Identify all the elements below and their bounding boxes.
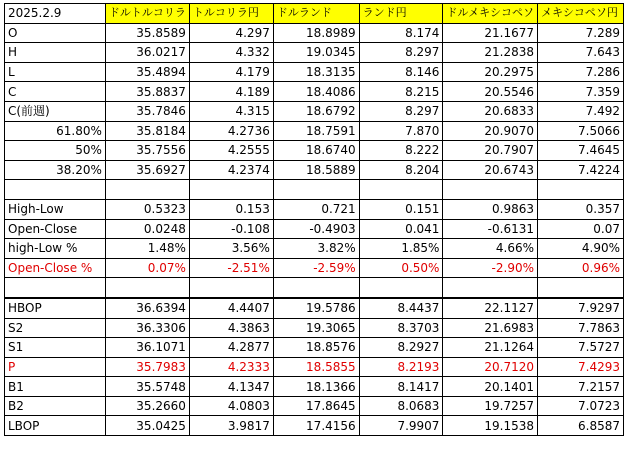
empty-cell[interactable] <box>105 278 189 298</box>
empty-cell[interactable] <box>273 180 359 200</box>
value-cell[interactable]: 4.66% <box>443 239 538 259</box>
row-label-cell[interactable]: LBOP <box>5 416 106 436</box>
value-cell[interactable]: 8.215 <box>359 82 443 102</box>
value-cell[interactable]: 35.8589 <box>105 23 189 43</box>
value-cell[interactable]: 8.0683 <box>359 396 443 416</box>
value-cell[interactable]: 4.3863 <box>189 318 273 338</box>
row-label-cell[interactable]: Open-Close <box>5 219 106 239</box>
value-cell[interactable]: 4.90% <box>538 239 624 259</box>
value-cell[interactable]: 0.50% <box>359 258 443 278</box>
value-cell[interactable]: 8.146 <box>359 62 443 82</box>
table-row <box>5 101 624 121</box>
value-cell[interactable]: 4.297 <box>189 23 273 43</box>
empty-cell[interactable] <box>273 278 359 298</box>
header-mxn-jpy[interactable]: メキシコペソ円 <box>538 4 624 24</box>
value-cell[interactable]: 21.1677 <box>443 23 538 43</box>
value-cell[interactable]: 18.6792 <box>273 101 359 121</box>
table-row <box>5 357 624 377</box>
value-cell[interactable]: 0.721 <box>273 199 359 219</box>
value-cell[interactable]: 8.174 <box>359 23 443 43</box>
value-cell[interactable]: 36.3306 <box>105 318 189 338</box>
value-cell[interactable]: 8.4437 <box>359 298 443 318</box>
value-cell[interactable]: 21.2838 <box>443 43 538 63</box>
value-cell[interactable]: 18.5855 <box>273 357 359 377</box>
empty-cell[interactable] <box>5 278 106 298</box>
row-label-cell[interactable]: 50% <box>5 141 106 161</box>
value-cell[interactable]: 7.492 <box>538 101 624 121</box>
value-cell[interactable]: 8.297 <box>359 101 443 121</box>
value-cell[interactable]: 0.9863 <box>443 199 538 219</box>
value-cell[interactable]: 0.96% <box>538 258 624 278</box>
row-label-cell[interactable]: HBOP <box>5 298 106 318</box>
table-row <box>5 396 624 416</box>
value-cell[interactable]: 4.315 <box>189 101 273 121</box>
header-row <box>5 4 624 24</box>
empty-cell[interactable] <box>359 278 443 298</box>
header-usd-try[interactable]: ドルトルコリラ <box>105 4 189 24</box>
value-cell[interactable]: 7.2157 <box>538 377 624 397</box>
row-label-cell[interactable]: High-Low <box>5 199 106 219</box>
row-label-cell[interactable]: B1 <box>5 377 106 397</box>
value-cell[interactable]: 4.179 <box>189 62 273 82</box>
value-cell[interactable]: 19.3065 <box>273 318 359 338</box>
value-cell[interactable]: 18.7591 <box>273 121 359 141</box>
value-cell[interactable]: -0.4903 <box>273 219 359 239</box>
table-row <box>5 338 624 358</box>
value-cell[interactable]: 35.8184 <box>105 121 189 141</box>
value-cell[interactable]: 4.2877 <box>189 338 273 358</box>
value-cell[interactable]: 7.4224 <box>538 160 624 180</box>
value-cell[interactable]: 1.48% <box>105 239 189 259</box>
value-cell[interactable]: 20.6743 <box>443 160 538 180</box>
value-cell[interactable]: 1.85% <box>359 239 443 259</box>
value-cell[interactable]: 4.2333 <box>189 357 273 377</box>
table-row <box>5 416 624 436</box>
value-cell[interactable]: 7.5727 <box>538 338 624 358</box>
header-try-jpy[interactable]: トルコリラ円 <box>189 4 273 24</box>
value-cell[interactable]: 19.7257 <box>443 396 538 416</box>
value-cell[interactable]: 8.222 <box>359 141 443 161</box>
value-cell[interactable]: 18.1366 <box>273 377 359 397</box>
value-cell[interactable]: 35.7556 <box>105 141 189 161</box>
value-cell[interactable]: 36.0217 <box>105 43 189 63</box>
value-cell[interactable]: 18.4086 <box>273 82 359 102</box>
value-cell[interactable]: 3.9817 <box>189 416 273 436</box>
value-cell[interactable]: 6.8587 <box>538 416 624 436</box>
value-cell[interactable]: 7.5066 <box>538 121 624 141</box>
value-cell[interactable]: 19.1538 <box>443 416 538 436</box>
row-label-cell[interactable]: P <box>5 357 106 377</box>
value-cell[interactable]: 20.7907 <box>443 141 538 161</box>
value-cell[interactable]: 35.8837 <box>105 82 189 102</box>
value-cell[interactable]: 7.7863 <box>538 318 624 338</box>
value-cell[interactable]: 4.1347 <box>189 377 273 397</box>
value-cell[interactable]: 4.4407 <box>189 298 273 318</box>
value-cell[interactable]: 8.1417 <box>359 377 443 397</box>
row-label-cell[interactable]: C <box>5 82 106 102</box>
value-cell[interactable]: 21.6983 <box>443 318 538 338</box>
value-cell[interactable]: 18.6740 <box>273 141 359 161</box>
date-cell[interactable]: 2025.2.9 <box>5 4 106 24</box>
value-cell[interactable]: 35.7846 <box>105 101 189 121</box>
value-cell[interactable]: 0.07% <box>105 258 189 278</box>
value-cell[interactable]: 4.2736 <box>189 121 273 141</box>
rate-table <box>4 3 624 436</box>
table-row <box>5 298 624 318</box>
value-cell[interactable]: 35.4894 <box>105 62 189 82</box>
value-cell[interactable]: 18.8576 <box>273 338 359 358</box>
value-cell[interactable]: 8.3703 <box>359 318 443 338</box>
table-row <box>5 141 624 161</box>
value-cell[interactable]: 21.1264 <box>443 338 538 358</box>
value-cell[interactable]: 36.6394 <box>105 298 189 318</box>
empty-row <box>5 180 624 200</box>
table-row <box>5 23 624 43</box>
value-cell[interactable]: 20.2975 <box>443 62 538 82</box>
value-cell[interactable]: 17.8645 <box>273 396 359 416</box>
value-cell[interactable]: 8.2927 <box>359 338 443 358</box>
value-cell[interactable]: 0.041 <box>359 219 443 239</box>
row-label-cell[interactable]: H <box>5 43 106 63</box>
empty-cell[interactable] <box>538 278 624 298</box>
value-cell[interactable]: 7.9297 <box>538 298 624 318</box>
empty-cell[interactable] <box>105 180 189 200</box>
row-label-cell[interactable]: O <box>5 23 106 43</box>
value-cell[interactable]: 35.7983 <box>105 357 189 377</box>
row-label-cell[interactable]: 38.20% <box>5 160 106 180</box>
value-cell[interactable]: 7.643 <box>538 43 624 63</box>
header-usd-zar[interactable]: ドルランド <box>273 4 359 24</box>
value-cell[interactable]: 18.3135 <box>273 62 359 82</box>
header-zar-jpy[interactable]: ランド円 <box>359 4 443 24</box>
table-row <box>5 121 624 141</box>
value-cell[interactable]: 19.0345 <box>273 43 359 63</box>
value-cell[interactable]: 19.5786 <box>273 298 359 318</box>
value-cell[interactable]: -0.6131 <box>443 219 538 239</box>
table-row <box>5 199 624 219</box>
value-cell[interactable]: 22.1127 <box>443 298 538 318</box>
value-cell[interactable]: 7.870 <box>359 121 443 141</box>
value-cell[interactable]: 18.8989 <box>273 23 359 43</box>
value-cell[interactable]: 7.359 <box>538 82 624 102</box>
row-label-cell[interactable]: B2 <box>5 396 106 416</box>
table-row <box>5 160 624 180</box>
empty-cell[interactable] <box>5 180 106 200</box>
header-usd-mxn[interactable]: ドルメキシコペソ <box>443 4 538 24</box>
value-cell[interactable]: 3.82% <box>273 239 359 259</box>
row-label-cell[interactable]: 61.80% <box>5 121 106 141</box>
value-cell[interactable]: 0.0248 <box>105 219 189 239</box>
empty-cell[interactable] <box>189 278 273 298</box>
value-cell[interactable]: 8.204 <box>359 160 443 180</box>
empty-row <box>5 278 624 298</box>
spreadsheet <box>4 3 624 436</box>
table-row <box>5 239 624 259</box>
value-cell[interactable]: 8.2193 <box>359 357 443 377</box>
value-cell[interactable]: -0.108 <box>189 219 273 239</box>
value-cell[interactable]: 4.332 <box>189 43 273 63</box>
table-row <box>5 43 624 63</box>
row-label-cell[interactable]: Open-Close % <box>5 258 106 278</box>
value-cell[interactable]: 3.56% <box>189 239 273 259</box>
empty-cell[interactable] <box>359 180 443 200</box>
value-cell[interactable]: 0.151 <box>359 199 443 219</box>
value-cell[interactable]: 7.9907 <box>359 416 443 436</box>
row-label-cell[interactable]: S1 <box>5 338 106 358</box>
value-cell[interactable]: 20.6833 <box>443 101 538 121</box>
value-cell[interactable]: 7.0723 <box>538 396 624 416</box>
value-cell[interactable]: 35.2660 <box>105 396 189 416</box>
value-cell[interactable]: 20.5546 <box>443 82 538 102</box>
value-cell[interactable]: 35.5748 <box>105 377 189 397</box>
value-cell[interactable]: 0.153 <box>189 199 273 219</box>
value-cell[interactable]: 4.2374 <box>189 160 273 180</box>
value-cell[interactable]: -2.59% <box>273 258 359 278</box>
value-cell[interactable]: 8.297 <box>359 43 443 63</box>
value-cell[interactable]: 35.0425 <box>105 416 189 436</box>
value-cell[interactable]: 18.5889 <box>273 160 359 180</box>
value-cell[interactable]: 17.4156 <box>273 416 359 436</box>
value-cell[interactable]: 7.286 <box>538 62 624 82</box>
value-cell[interactable]: 7.289 <box>538 23 624 43</box>
value-cell[interactable]: 0.07 <box>538 219 624 239</box>
value-cell[interactable]: 20.7120 <box>443 357 538 377</box>
empty-cell[interactable] <box>538 180 624 200</box>
value-cell[interactable]: 4.2555 <box>189 141 273 161</box>
value-cell[interactable]: 4.0803 <box>189 396 273 416</box>
value-cell[interactable]: 20.9070 <box>443 121 538 141</box>
value-cell[interactable]: 4.189 <box>189 82 273 102</box>
row-label-cell[interactable]: S2 <box>5 318 106 338</box>
value-cell[interactable]: 35.6927 <box>105 160 189 180</box>
row-label-cell[interactable]: C(前週) <box>5 101 106 121</box>
value-cell[interactable]: 20.1401 <box>443 377 538 397</box>
value-cell[interactable]: 7.4293 <box>538 357 624 377</box>
value-cell[interactable]: -2.51% <box>189 258 273 278</box>
table-row <box>5 62 624 82</box>
table-row <box>5 82 624 102</box>
value-cell[interactable]: 7.4645 <box>538 141 624 161</box>
empty-cell[interactable] <box>443 278 538 298</box>
value-cell[interactable]: 0.5323 <box>105 199 189 219</box>
value-cell[interactable]: 0.357 <box>538 199 624 219</box>
table-row <box>5 318 624 338</box>
empty-cell[interactable] <box>443 180 538 200</box>
value-cell[interactable]: 36.1071 <box>105 338 189 358</box>
row-label-cell[interactable]: high-Low % <box>5 239 106 259</box>
empty-cell[interactable] <box>189 180 273 200</box>
table-row <box>5 377 624 397</box>
table-row <box>5 219 624 239</box>
value-cell[interactable]: -2.90% <box>443 258 538 278</box>
row-label-cell[interactable]: L <box>5 62 106 82</box>
table-row <box>5 258 624 278</box>
